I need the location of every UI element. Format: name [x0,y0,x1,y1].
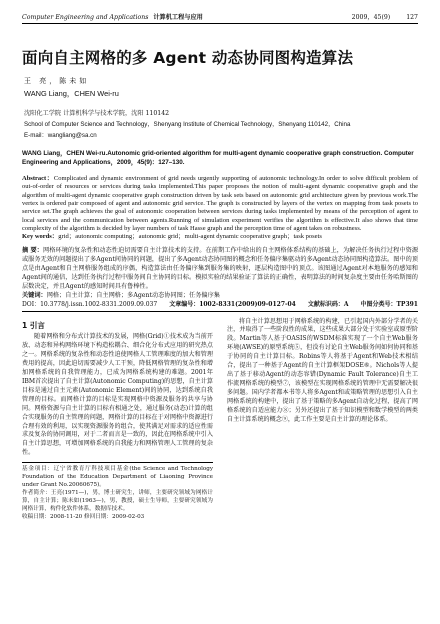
article-number: 文章编号：1002-8331(2009)09-0127-04 [169,300,296,308]
affiliation-en: School of Computer Science and Technology，Shenyang Institute of Chemical Technology，Shenyang 110142，China [24,121,351,128]
keywords-cn-text: 网格；自主计算；自主网格；多Agent动态协同图；任务偏序集 [46,291,220,299]
running-header [22,4,418,24]
document-code: 文献标识码：A [307,300,349,308]
footnotes [22,462,213,521]
abstract-cn [22,246,418,291]
authors-cn: 王 亮，陈未如 [24,77,90,85]
journal-page [0,4,440,624]
paragraph: 将自主计算思想用于网格系统的构建，已引起国内外部分学者的关注，并取得了一些阶段性的成果，这些成果大部分处于实验室或原型阶段。Martin等人基于OASIS的WSDM标准实现了一个自主Web服务环境(AWSE)的原型系统⑤，但没有讨论自主Web服务间如何协同和基于协同的自主计算目标。Robins等人将基于Agent和Web技术相结合，提出了一种基于Agent的自主计算框架DOSE⑥。Nichols等人提出了基于移动Agent的动态容错(Dynamic Fault Tolerance)自主工作流网格系统的模型⑦，该模型在实现网格系统的管理中无需要解决很多问题。国内学者都本书等人将多Agent和或策略管理的思想引入自主网格系统的构建中，提出了基于策略的多Agent自动化过程，提高了网格系统的自适应能力⑧；另外还提出了基于知识模型和数学模型的两类自主计算系统的概念⑨，此工作主要是自主计算的理论体系。 [227,317,418,423]
keywords-cn [22,291,418,300]
author-bio: 作者简介：王亮(1971—)，男，博士研究生，讲师，主要研究领域为网格计算，自主计算；陈未如(1963—)，男，教授，硕士生导师，主要研究领域为网格计算，构件化软件体系，数据库技术。 [22,490,213,513]
doi-line [22,300,418,312]
journal-name-en: Computer Engineering and Applications [22,14,149,21]
abstract-en [22,175,418,233]
journal-name-cn: 计算机工程与应用 [153,14,203,21]
doi: DOI：10.3778/j.issn.1002-8331.2009.09.037 [22,300,158,308]
issue-info: 2009，45(9) [351,14,391,21]
abstract-cn-label: 摘 要： [22,246,43,254]
paragraph: 随着网格和分布式计算技术的发展，网格(Grid)①技术成为当前开放、动态和异构网络环境下构造松耦合、细合化分布式应用的研究热点之一。网格系统的复杂性和动态性迫使网格人工管理难度的加大和管理费用的提高，因此迫切需要减少人工干预，降低网格管理的复杂性和增加网格系统的自我管理能力，已成为网格系统构建的难题。2001年IBM首次提出了自主计算(Autonomic Computing)的思想，自主计算目标是通过自主元素(Autonomic Element)间的协同，达到系统自我管理的目标。而网格计算的目标是实现网格中资源及服务的共享与协同。网格资源与自主计算的目标有相通之处，通过服务(动态)计算的组合实现服务的自主管理的问题，网格计算的目标在于对网格中资源进行合理有效的利用，以实现资源服务的组合，使其满足对需求的适应性需求及复杂的协同调用，对于二者而言是一致的，因此在网格系统中引入自主计算思想，可增加网格系统的自我能力和网格管理人工管理的复杂性。 [22,333,213,457]
authors-en: WANG Liang，CHEN Wei-ru [24,89,119,98]
author-email: E-mail：wangliang@sa.cn [24,132,97,139]
citation: WANG Liang，CHEN Wei-ru.Autonomic grid-oriented algorithm for multi-agent dynamic cooperative graph construction. Computer Engineering and Applications，2009，45(9)：127–130. [22,150,414,166]
clc-number: 中图分类号：TP391 [360,300,418,308]
keywords-cn-label: 关键词： [22,291,47,299]
received-dates: 收稿日期：2008-11-20 修回日期：2009-02-03 [22,514,145,521]
funding-note: 基金项目：辽宁省教育厅科技项目基金(the Science and Technology Foundation of the Education Department of Liaoning Province under Grant No.20060675)。 [22,466,213,489]
page-number: 127 [406,14,418,21]
abstract-en-label: Abstract： [22,175,54,183]
left-column [22,318,213,522]
section-heading: 1 引言 [22,320,45,330]
keywords-en-label: Key words： [22,233,59,241]
body-columns [22,318,418,522]
abstract-cn-text: 网格环境的复杂性和动态性迫切需要自主计算技术的支持。在前期工作中给出的自主网格体系结构的基础上，为解决任务执行过程中资源或服务无效的问题提出了多Agent间协同的问题，提出了多Agent动态协同图的概念和任务偏序集驱动的多Agent动态协同图构造算法。图中的顶点是由Agent和自主网格服务组成的序偶，构造算法由任务偏序集到服务集的映射，逐层构造图中的顶点。该图通过Agent对本地服务的感知和Agent间的通信，达到任务执行过程中服务间自主协同的目标。模拟实验的结果验证了算法的正确性，表明算法的时间复杂度主要由任务哈斯图的层数决定，并且Agent的感知时间具有鲁棒性。 [22,246,419,290]
affiliation-cn: 沈阳化工学院 计算机科学与技术学院，沈阳 110142 [24,110,170,117]
abstract-en-text: Complicated and dynamic environment of grid needs urgently supporting of autonomic technology.In order to solve difficult problem of out-of-order of resources or services during tasks implemented.This paper proposes the notion of multi-agent dynamic cooperative graph and the algorithm of multi-agent dynamic cooperative graph construction driven by task sets based on autonomic grid architecture given by previous work.The vertex is ordered pair composed of agent and autonomic grid service. The graph is constructed by layers of the vertex on mapping from task posets to service set.The graph achieves the goal of autonomic cooperation between services during tasks implemented by means of the perception of agent to local services and the communication between agents.Running of simulation experiment verifies the algorithm is effective.It also shows that time complexity of the algorithm is decided by layer numbers of task Hasse graph and the perception time of agent takes on robustness. [22,175,418,232]
right-column [227,318,418,522]
keywords-en [22,233,418,241]
paper-title: 面向自主网格的多 Agent 动态协同图构造算法 [22,49,354,67]
keywords-en-text: grid；autonomic computing；autonomic grid；multi-agent dynamic cooperative graph；task posets [58,233,322,241]
